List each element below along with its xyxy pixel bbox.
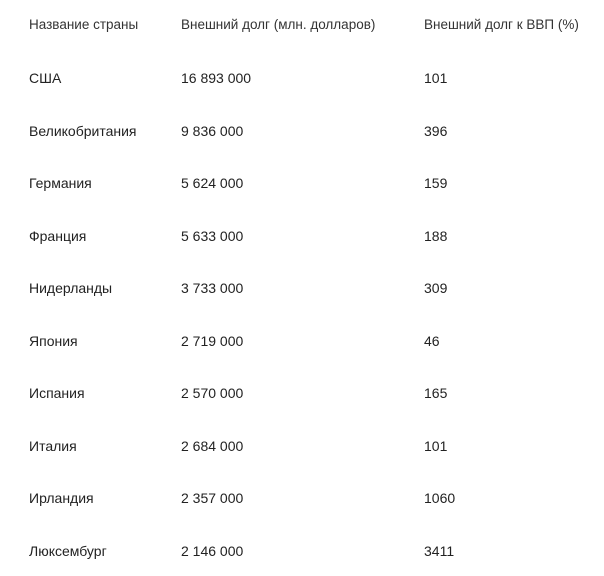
debt-gdp-cell: 101 (424, 438, 448, 454)
debt-cell: 2 146 000 (181, 543, 244, 559)
country-cell: США (29, 70, 62, 86)
debt-cell: 3 733 000 (181, 280, 244, 296)
debt-gdp-cell: 188 (424, 228, 448, 244)
table-row (0, 276, 604, 300)
table-header-row (0, 13, 604, 37)
debt-gdp-cell: 396 (424, 123, 448, 139)
country-cell: Франция (29, 228, 87, 244)
table-row (0, 539, 604, 563)
country-cell: Италия (29, 438, 77, 454)
debt-gdp-cell: 1060 (424, 490, 456, 506)
debt-cell: 5 633 000 (181, 228, 244, 244)
debt-cell: 2 684 000 (181, 438, 244, 454)
table-row (0, 171, 604, 195)
debt-gdp-cell: 3411 (424, 543, 455, 559)
debt-gdp-cell: 165 (424, 385, 448, 401)
header-external-debt: Внешний долг (млн. долларов) (181, 17, 376, 32)
debt-cell: 9 836 000 (181, 123, 244, 139)
debt-gdp-cell: 101 (424, 70, 448, 86)
debt-cell: 2 570 000 (181, 385, 244, 401)
debt-gdp-cell: 159 (424, 175, 448, 191)
debt-cell: 5 624 000 (181, 175, 244, 191)
header-country: Название страны (29, 17, 139, 32)
debt-cell: 16 893 000 (181, 70, 252, 86)
country-cell: Испания (29, 385, 85, 401)
table-row (0, 486, 604, 510)
debt-cell: 2 357 000 (181, 490, 244, 506)
header-debt-to-gdp: Внешний долг к ВВП (%) (424, 17, 579, 32)
table-row (0, 119, 604, 143)
debt-cell: 2 719 000 (181, 333, 244, 349)
table-row (0, 381, 604, 405)
country-cell: Япония (29, 333, 78, 349)
country-cell: Ирландия (29, 490, 94, 506)
table-row (0, 66, 604, 90)
table-row (0, 329, 604, 353)
table-row (0, 434, 604, 458)
table-row (0, 224, 604, 248)
debt-gdp-cell: 309 (424, 280, 448, 296)
country-cell: Великобритания (29, 123, 137, 139)
country-cell: Германия (29, 175, 92, 191)
country-cell: Люксембург (29, 543, 107, 559)
debt-gdp-cell: 46 (424, 333, 440, 349)
country-cell: Нидерланды (29, 280, 113, 296)
